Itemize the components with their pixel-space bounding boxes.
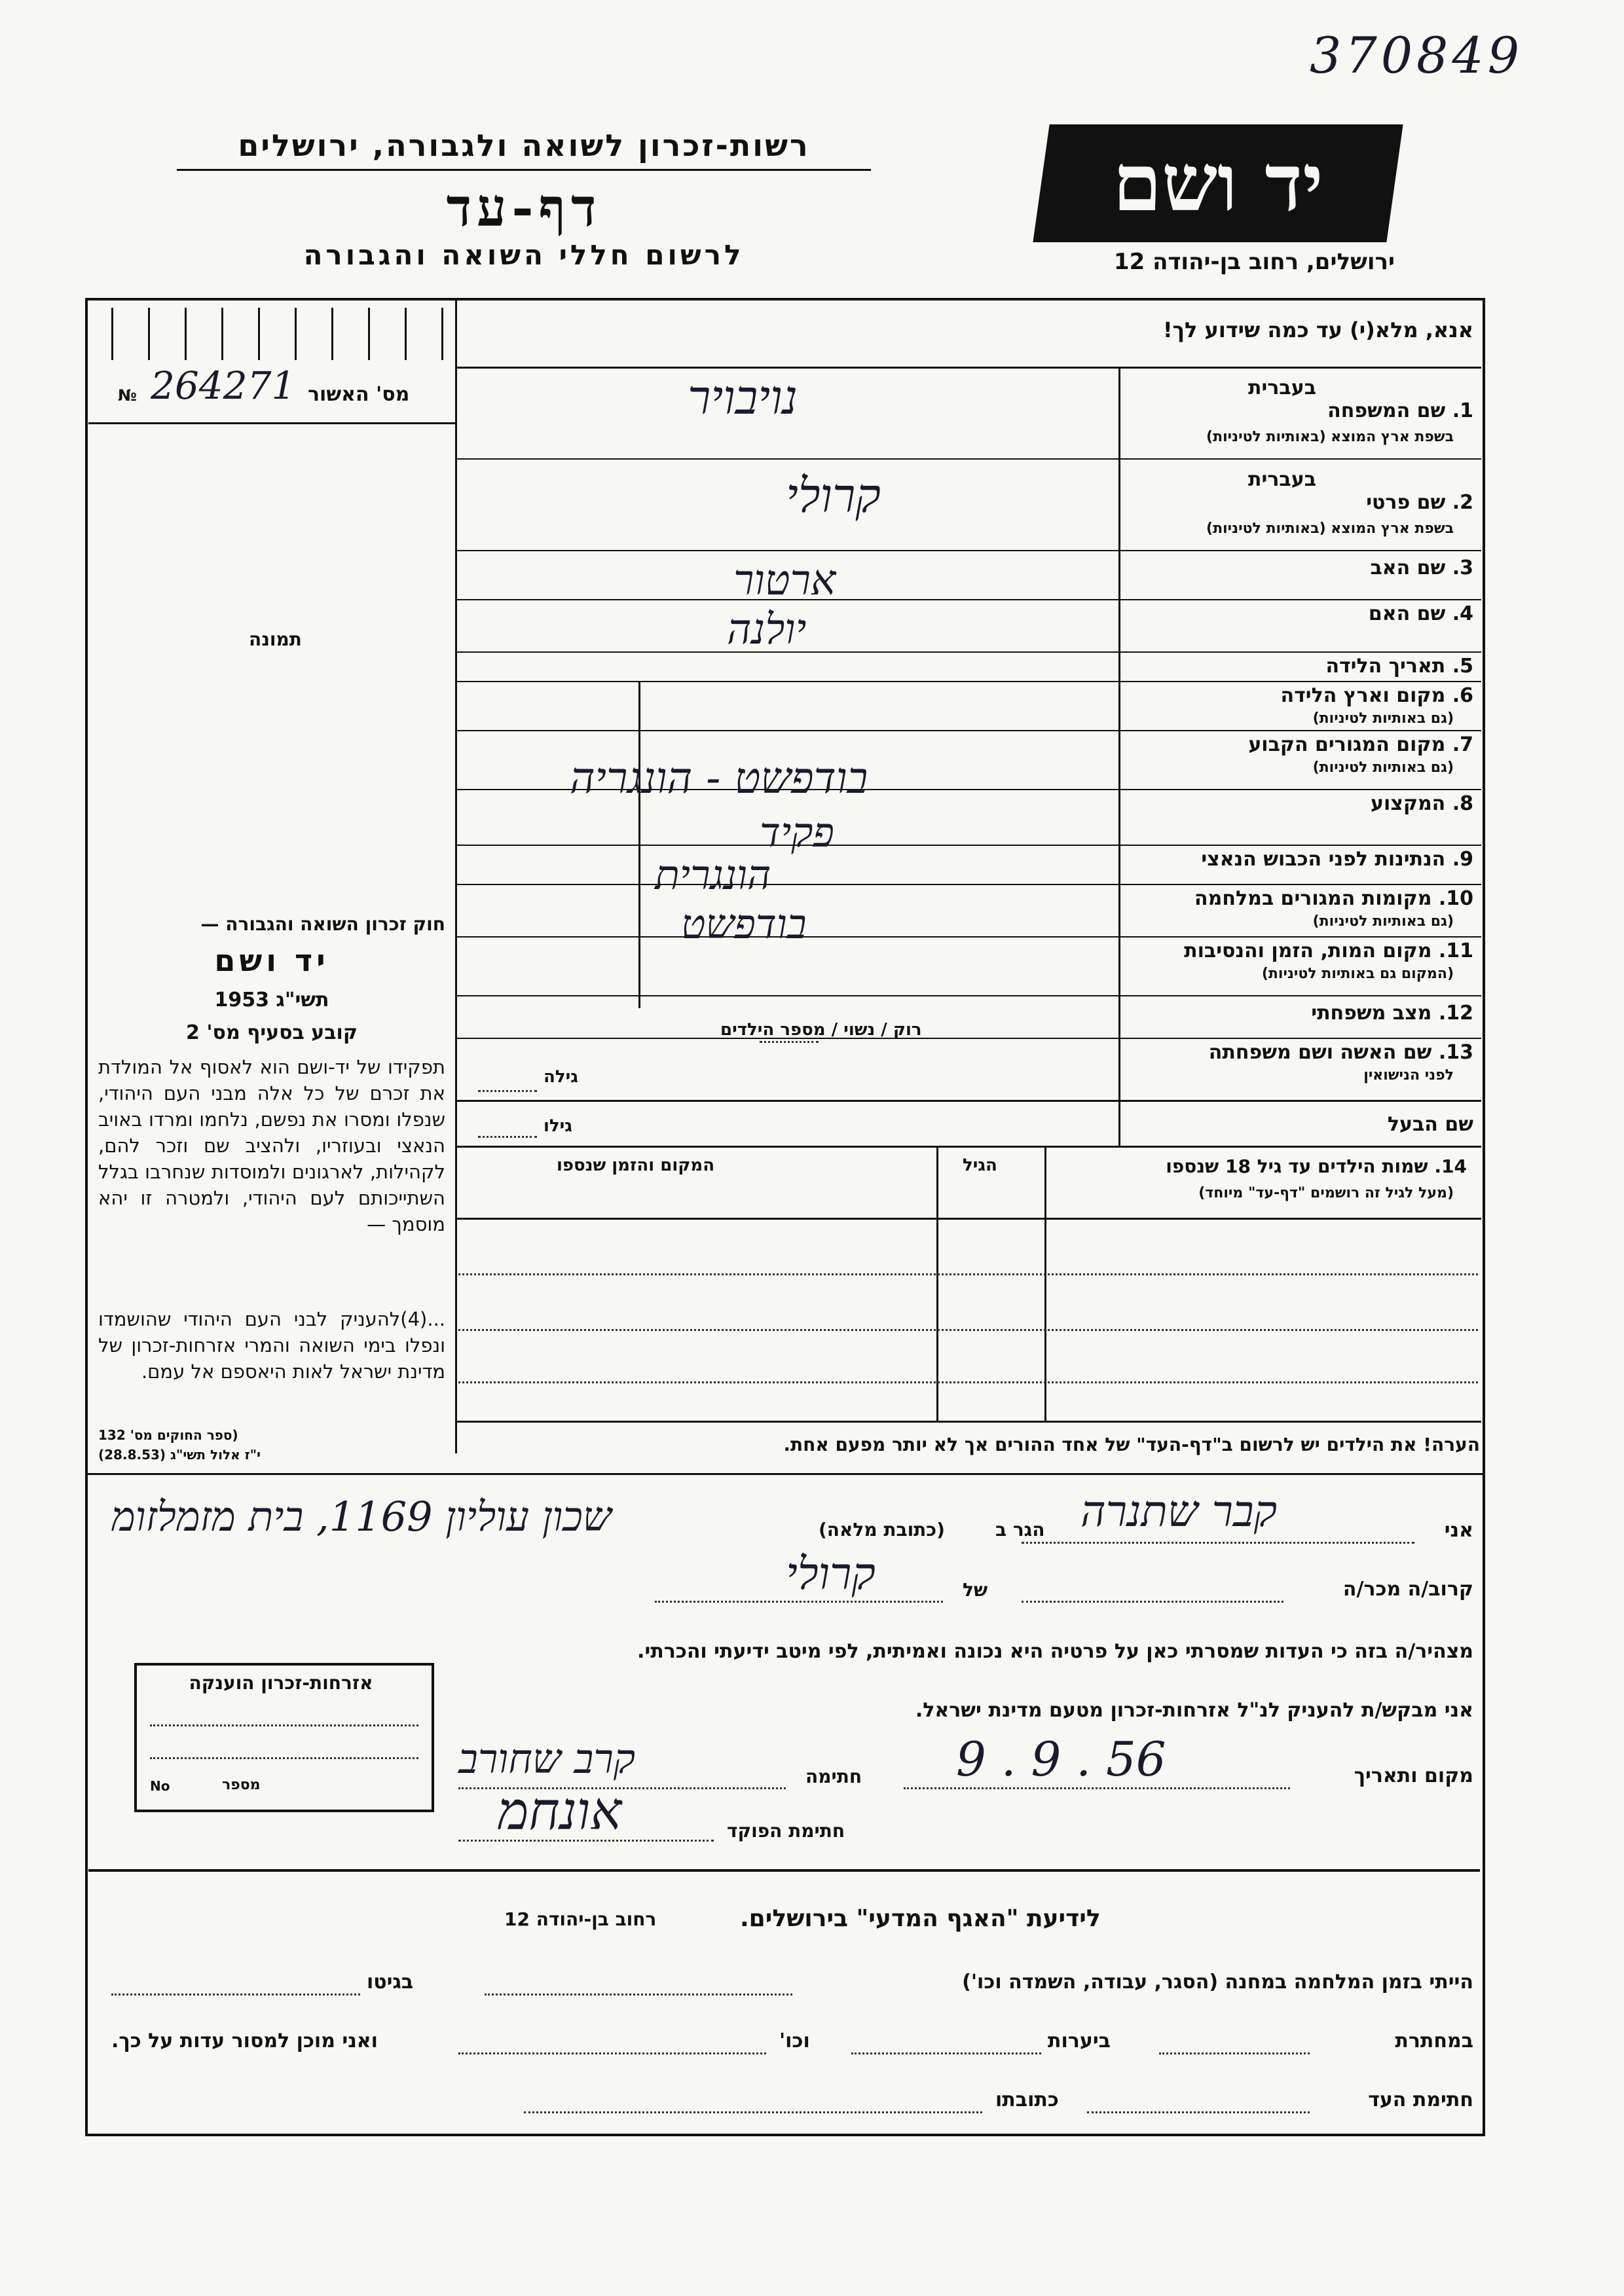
- intro-line: [455, 367, 1481, 369]
- field-label-10: 10. מקומות המגורים במלחמה: [1194, 887, 1473, 910]
- footer-line2-dots-1: [1159, 2052, 1310, 2054]
- citizenship-dots-2: [150, 1757, 418, 1759]
- law-text: תפקידו של יד-ושם הוא לאסוף אל המולדת את זכרם של כל אלה מבני העם היהודי, שנפלו ומסרו את נפשם, נלחמו ומרדו באויב הנאצי ובעוזריו, ולהציב שם וזכר להם, לקהילות, לארגונים ולמוסדות שנחרבו בגלל השתייכותם לעם היהודי, ולמטרה זו יהא מוסמך —: [98, 1056, 445, 1235]
- field-sublabel-1: בשפת ארץ המוצא (באותיות לטיניות): [1206, 429, 1454, 445]
- footer-title: לידיעת "האגף המדעי" בירושלים.: [740, 1905, 1101, 1932]
- field-sublabel-13: לפני הנישואין: [1363, 1067, 1454, 1084]
- tick-marks: [111, 308, 445, 360]
- field-line-5: [455, 681, 1481, 682]
- field-sublabel-11: (המקום גם באותיות לטיניות): [1261, 966, 1454, 982]
- children-row-1: [458, 1273, 1478, 1275]
- field-line-3: [455, 599, 1481, 600]
- form-intro: אנא, מלא(י) עד כמה שידוע לך!: [1162, 318, 1473, 342]
- law-source: (ספר החוקים מס' 132: [98, 1427, 238, 1443]
- header-address: ירושלים, רחוב בן-יהודה 12: [1113, 249, 1395, 275]
- relation-label: קרוב/ה מכר/ה: [1342, 1578, 1473, 1601]
- mother-name-value: יולנה: [727, 606, 807, 654]
- field-label-8: 8. המקצוע: [1371, 792, 1473, 815]
- nationality-value: הונגרית: [655, 851, 771, 899]
- children-age-header: הגיל: [963, 1156, 997, 1175]
- citizenship-title: אזרחות-זכרון הוענקה: [189, 1672, 373, 1694]
- field-sublabel-2: בשפת ארץ המוצא (באותיות לטיניות): [1206, 520, 1454, 537]
- field-line-9: [455, 884, 1481, 885]
- law-year: תשי"ג 1953: [214, 989, 329, 1011]
- footer-line1-dots-2: [111, 1994, 360, 1995]
- children-header-line: [455, 1218, 1481, 1220]
- officer-signature: אונחמ: [498, 1781, 622, 1842]
- declaration-request: אני מבקש/ת להעניק לנ"ל אזרחות-זכרון מטעם מדינת ישראל.: [915, 1699, 1473, 1722]
- footer-divider: [88, 1869, 1480, 1872]
- footer-line3-dots-1: [1087, 2111, 1310, 2113]
- citizenship-dots-1: [150, 1724, 418, 1726]
- org-underline: [177, 169, 871, 171]
- footer-line2-d: ואני מוכן למסור עדות על כך.: [111, 2030, 378, 2052]
- surname-value: נויבויר: [688, 370, 798, 425]
- of-dots: [655, 1601, 943, 1603]
- husband-row-bottom: [455, 1146, 1481, 1148]
- field-label-3: 3. שם האב: [1370, 556, 1473, 579]
- profession-value: פקיד: [760, 809, 834, 856]
- field-line-12: [455, 1038, 1481, 1039]
- husband-age-dots: [478, 1136, 537, 1138]
- field-sublabel-10: (גם באותיות לטיניות): [1312, 913, 1454, 930]
- children-place-header: המקום והזמן שנספו: [557, 1156, 715, 1175]
- resides-label: הגר ב: [995, 1519, 1045, 1540]
- full-address-label: (כתובת מלאה): [819, 1519, 945, 1540]
- footer-line2-dots-2: [851, 2052, 1041, 2054]
- footer-line3-dots-2: [524, 2111, 982, 2113]
- law-text-2: ...(4)להעניק לבני העם היהודי שהושמדו ונפלו בימי השואה והמרי אזרחות-זכרון של מדינת ישראל לאות היאספם אל עמם.: [98, 1308, 445, 1383]
- approval-label: מס' האשור: [308, 383, 410, 406]
- husband-age-label: גילו: [544, 1116, 572, 1136]
- field-label-7: 7. מקום המגורים הקבוע: [1248, 733, 1473, 756]
- citizenship-box: [134, 1663, 434, 1812]
- father-name-value: ארטור: [733, 556, 836, 605]
- children-col-2: [936, 1146, 938, 1421]
- declarant-name: קבר שתנרה: [1080, 1486, 1278, 1537]
- children-header: 14. שמות הילדים עד גיל 18 שנספו: [1166, 1156, 1467, 1177]
- footer-line3-a: חתימת העד: [1368, 2088, 1473, 2111]
- field-sublabel-6: (גם באותיות לטיניות): [1312, 710, 1454, 727]
- footer-line1-dots: [485, 1994, 792, 1995]
- officer-label: חתימת הפוקד: [727, 1820, 845, 1842]
- wartime-residence-value: בודפשט: [681, 900, 807, 948]
- field-line-2: [455, 550, 1481, 551]
- citizenship-no: No: [150, 1778, 170, 1794]
- law-title: חוק זכרון השואה והגבורה —: [200, 913, 445, 935]
- note-line: [85, 1473, 1483, 1475]
- left-column-divider: [455, 298, 457, 1453]
- row-13-bottom: [455, 1100, 1481, 1102]
- relation-dots: [1022, 1601, 1283, 1603]
- footer-line3-b: כתובתו: [995, 2088, 1059, 2111]
- footer-line2-b: ביערות: [1048, 2030, 1111, 2052]
- declaration-i: אני: [1444, 1519, 1473, 1542]
- field-line-11: [455, 995, 1481, 996]
- law-name: יד ושם: [214, 943, 329, 978]
- field-label-4: 4. שם האם: [1368, 602, 1473, 625]
- field-label-1: 1. שם המשפחה: [1327, 399, 1473, 422]
- declarant-dots: [1022, 1542, 1414, 1544]
- address-value: שכון עוליון 1169, בית מזמלזומ: [111, 1493, 612, 1540]
- page-subtitle: לרשום חללי השואה והגבורה: [303, 239, 745, 271]
- children-row-3: [458, 1381, 1478, 1383]
- children-note: הערה! את הילדים יש לרשום ב"דף-העד" של אחד ההורים אך לא יותר מפעם אחת.: [783, 1434, 1480, 1455]
- field-label-11: 11. מקום המות, הזמן והנסיבות: [1184, 939, 1473, 962]
- photo-label: תמונה: [249, 629, 302, 650]
- field-line-4: [455, 651, 1481, 653]
- field-label-5: 5. תאריך הלידה: [1325, 655, 1473, 678]
- field-label-13: 13. שם האשה ושם משפחתה: [1208, 1041, 1473, 1064]
- place-date-label: מקום ותאריך: [1354, 1764, 1473, 1787]
- field-line-1: [455, 458, 1481, 460]
- label-column-divider: [1118, 367, 1120, 1146]
- date-value: 9 . 9 . 56: [956, 1732, 1166, 1787]
- yad-vashem-logo: [1033, 124, 1403, 242]
- footer-address: רחוב בן-יהודה 12: [504, 1908, 657, 1930]
- of-value: קרולי: [786, 1548, 876, 1600]
- children-bottom: [455, 1421, 1481, 1423]
- approval-line: [88, 422, 455, 424]
- approval-number: 264271: [151, 363, 296, 408]
- field-sublabel-7: (גם באותיות לטיניות): [1312, 759, 1454, 776]
- field-label-9: 9. הנתינות לפני הכבוש הנאצי: [1201, 848, 1473, 871]
- in-hebrew-label-2: בעברית: [1248, 468, 1316, 491]
- children-col-1: [1044, 1146, 1046, 1421]
- archive-number: 370849: [1310, 26, 1524, 84]
- field-line-8: [455, 845, 1481, 846]
- marital-options: רוק / נשוי / מספר הילדים: [720, 1020, 922, 1040]
- signature-label: חתימה: [805, 1766, 862, 1787]
- marital-dots: [760, 1041, 819, 1043]
- field-label-12: 12. מצב משפחתי: [1311, 1002, 1473, 1025]
- law-source-2: י"ז אלול תשי"ג (28.8.53): [98, 1447, 261, 1463]
- org-line: רשות-זכרון לשואה ולגבורה, ירושלים: [238, 128, 810, 163]
- children-row-2: [458, 1329, 1478, 1331]
- citizenship-number-label: מספר: [222, 1777, 261, 1793]
- footer-line1-a: הייתי בזמן המלחמה במחנה (הסגר, עבודה, השמדה וכו'): [962, 1971, 1473, 1994]
- wife-age-dots: [478, 1090, 537, 1092]
- footer-line1-b: בגיטו: [367, 1971, 414, 1994]
- footer-line2-dots-3: [458, 2052, 766, 2054]
- footer-line2-c: וכו': [779, 2030, 810, 2052]
- logo-text: יד ושם: [1113, 137, 1323, 229]
- of-label: של: [963, 1579, 988, 1601]
- field-line-10: [455, 936, 1481, 938]
- footer-line2-a: במחתרת: [1395, 2030, 1473, 2052]
- law-clause: קובע בסעיף מס' 2: [186, 1021, 358, 1044]
- approval-no: №: [118, 386, 137, 405]
- date-dots: [904, 1787, 1290, 1789]
- officer-dots: [458, 1840, 714, 1842]
- field-label-2: 2. שם פרטי: [1366, 491, 1473, 514]
- field-label-6: 6. מקום וארץ הלידה: [1280, 684, 1473, 707]
- declaration-statement: מצהיר/ה בזה כי העדות שמסרתי כאן על פרטיה היא נכונה ואמיתית, לפי מיטב ידיעתי והכרתי.: [637, 1640, 1473, 1663]
- firstname-value: קרולי: [786, 468, 881, 523]
- wife-age-label: גילה: [544, 1067, 578, 1087]
- page-title: דף-עד: [446, 177, 602, 238]
- in-hebrew-label-1: בעברית: [1248, 376, 1316, 399]
- signature-value: קרב שחורב: [458, 1735, 636, 1783]
- children-subheader: (מעל לגיל זה רושמים "דף-עד" מיוחד): [1198, 1185, 1454, 1201]
- husband-label: שם הבעל: [1387, 1113, 1473, 1136]
- residence-value: בודפשט - הונגריה: [570, 753, 868, 803]
- field-line-6: [455, 730, 1481, 731]
